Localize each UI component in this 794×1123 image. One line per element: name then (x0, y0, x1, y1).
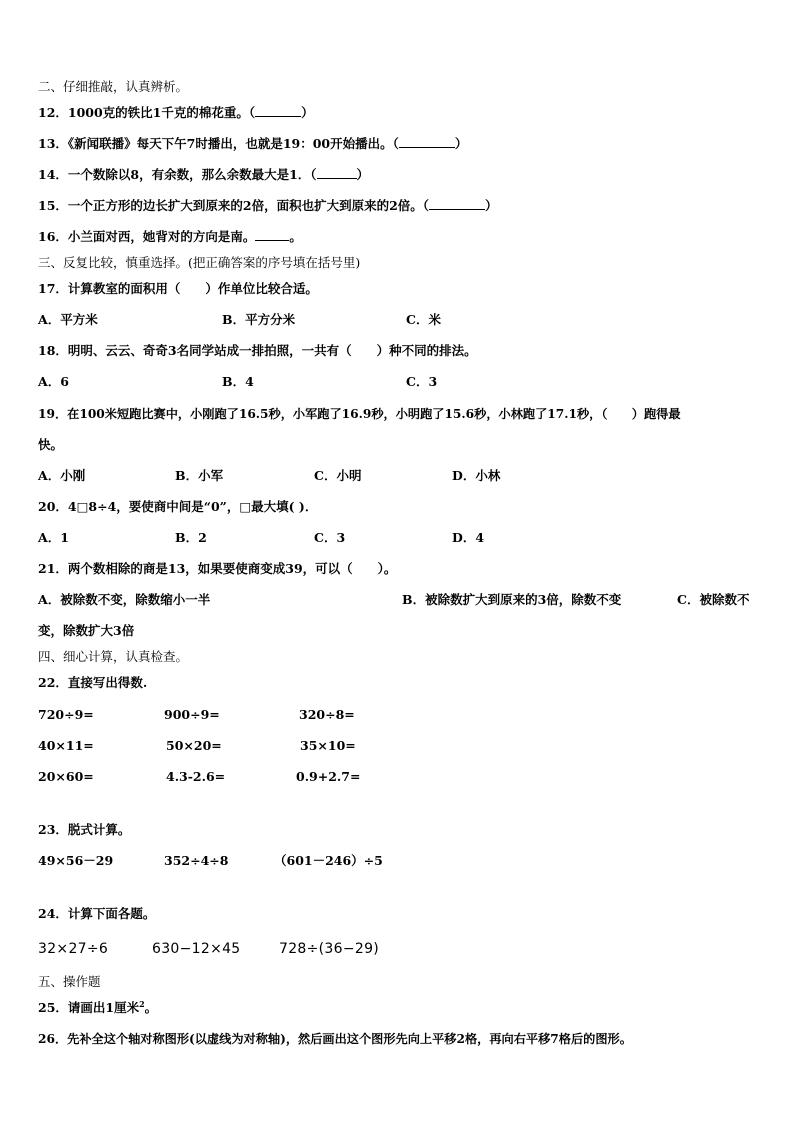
question-18: 18．明明、云云、奇奇3名同学站成一排拍照，一共有（ ）种不同的排法。 (38, 343, 477, 358)
question-16-text: 16．小兰面对西，她背对的方向是南。 (38, 229, 256, 244)
calc-item: 32×27÷6 (38, 941, 109, 957)
question-25: 25．请画出1厘米$^2$。 (38, 998, 158, 1015)
option-a: A．被除数不变，除数缩小一半 (38, 592, 211, 607)
oral-calc-item: 40×11= (38, 738, 94, 753)
question-19: 19．在100米短跑比赛中，小刚跑了16.5秒，小军跑了16.9秒，小明跑了15.6秒，小林跑了17.1秒，（ ）跑得最 (38, 407, 681, 421)
option-b: B．4 (222, 374, 254, 389)
option-c: C．米 (406, 312, 441, 327)
option-a: A．1 (38, 530, 69, 545)
stepwise-calc-item: 49×56－29 (38, 853, 114, 868)
answer-blank[interactable] (317, 167, 357, 179)
option-d: D．4 (452, 530, 485, 545)
option-d: D．小林 (452, 468, 501, 483)
answer-blank[interactable] (429, 198, 485, 210)
option-a: A．平方米 (38, 312, 98, 327)
calc-item: 630−12×45 (152, 941, 241, 957)
option-a: A．6 (38, 374, 69, 389)
question-19-continued: 快。 (38, 437, 64, 452)
question-22: 22．直接写出得数. (38, 675, 148, 690)
superscript: 2 (139, 998, 145, 1009)
option-c: C．3 (314, 530, 346, 545)
stepwise-calc-item: （601－246）÷5 (274, 853, 383, 868)
question-15-text: 15．一个正方形的边长扩大到原来的2倍，面积也扩大到原来的2倍。（ (38, 198, 430, 213)
option-b: B．2 (175, 530, 207, 545)
question-24: 24．计算下面各题。 (38, 906, 156, 921)
stepwise-calc-item: 352÷4÷8 (164, 853, 229, 868)
question-25-text: 25．请画出1厘米 (38, 1000, 140, 1015)
section-4-title: 四、细心计算，认真检查。 (38, 649, 189, 664)
answer-blank[interactable] (255, 105, 301, 117)
option-b: B．平方分米 (222, 312, 296, 327)
oral-calc-item: 320÷8= (299, 707, 355, 722)
section-2-title: 二、仔细推敲，认真辨析。 (38, 79, 189, 94)
section-5-title: 五、操作题 (38, 974, 101, 989)
oral-calc-item: 4.3-2.6= (166, 769, 226, 784)
question-12: 12．1000克的铁比1千克的棉花重。（ ） (38, 105, 314, 120)
question-20: 20．4□8÷4，要使商中间是“0”，□最大填( )． (38, 499, 318, 514)
question-13-text: 13．《新闻联播》每天下午7时播出，也就是19：00开始播出。（ (38, 136, 399, 151)
answer-blank[interactable] (399, 136, 455, 148)
oral-calc-item: 20×60= (38, 769, 94, 784)
question-14-text: 14．一个数除以8，有余数，那么余数最大是1．（ (38, 167, 317, 182)
oral-calc-item: 0.9+2.7= (296, 769, 361, 784)
question-16: 16．小兰面对西，她背对的方向是南。 。 (38, 229, 302, 244)
question-14: 14．一个数除以8，有余数，那么余数最大是1．（ ） (38, 167, 370, 182)
question-21: 21．两个数相除的商是13，如果要使商变成39，可以（ ）。 (38, 561, 397, 576)
question-21-continued: 变，除数扩大3倍 (38, 623, 135, 638)
question-26: 26．先补全这个轴对称图形(以虚线为对称轴)，然后画出这个图形先向上平移2格，再向右平移7格后的图形。 (38, 1032, 632, 1046)
option-b: B．被除数扩大到原来的3倍，除数不变 (402, 592, 622, 607)
oral-calc-item: 50×20= (166, 738, 222, 753)
question-12-text: 12．1000克的铁比1千克的棉花重。（ (38, 105, 256, 120)
question-23: 23．脱式计算。 (38, 822, 131, 837)
option-c: C．小明 (314, 468, 362, 483)
option-c: C．被除数不 (677, 592, 750, 607)
oral-calc-item: 720÷9= (38, 707, 94, 722)
option-b: B．小军 (175, 468, 224, 483)
section-3-title: 三、反复比较，慎重选择。(把正确答案的序号填在括号里) (38, 255, 361, 270)
question-17: 17．计算教室的面积用（ ）作单位比较合适。 (38, 281, 318, 296)
oral-calc-item: 35×10= (300, 738, 356, 753)
option-c: C．3 (406, 374, 438, 389)
question-13: 13．《新闻联播》每天下午7时播出，也就是19：00开始播出。（ ） (38, 136, 468, 151)
answer-blank[interactable] (255, 229, 289, 241)
calc-item: 728÷(36−29) (279, 941, 380, 957)
question-15: 15．一个正方形的边长扩大到原来的2倍，面积也扩大到原来的2倍。（ ） (38, 198, 498, 213)
option-a: A．小刚 (38, 468, 86, 483)
oral-calc-item: 900÷9= (164, 707, 220, 722)
